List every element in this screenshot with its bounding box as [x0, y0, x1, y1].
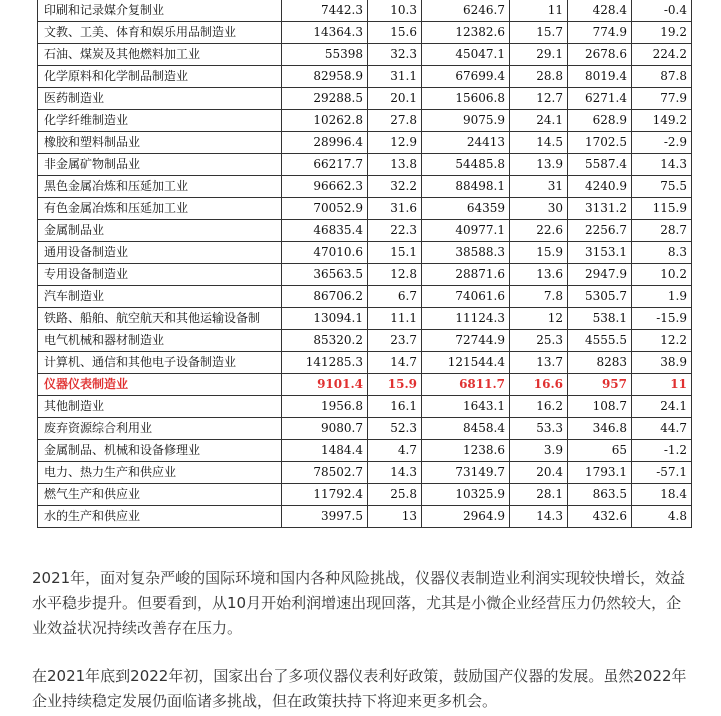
value-cell-c3: 1643.1 — [422, 396, 510, 418]
table-row — [38, 264, 692, 286]
value-cell-c6: 12.2 — [632, 330, 692, 352]
value-cell-c5: 628.9 — [568, 110, 632, 132]
industry-name-cell: 文教、工美、体育和娱乐用品制造业 — [38, 22, 282, 44]
value-cell-c6: 77.9 — [632, 88, 692, 110]
industry-name-cell: 通用设备制造业 — [38, 242, 282, 264]
value-cell-c2: 31.6 — [368, 198, 422, 220]
table-row — [38, 308, 692, 330]
value-cell-c1: 9101.4 — [282, 374, 368, 396]
value-cell-c1: 7442.3 — [282, 0, 368, 22]
value-cell-c6: 224.2 — [632, 44, 692, 66]
table-row — [38, 198, 692, 220]
value-cell-c2: 27.8 — [368, 110, 422, 132]
industry-name-cell: 化学原料和化学制品制造业 — [38, 66, 282, 88]
value-cell-c6: 115.9 — [632, 198, 692, 220]
value-cell-c3: 40977.1 — [422, 220, 510, 242]
value-cell-c6: 4.8 — [632, 506, 692, 528]
value-cell-c4: 3.9 — [510, 440, 568, 462]
value-cell-c1: 11792.4 — [282, 484, 368, 506]
table-row — [38, 66, 692, 88]
value-cell-c2: 25.8 — [368, 484, 422, 506]
value-cell-c2: 14.7 — [368, 352, 422, 374]
value-cell-c2: 22.3 — [368, 220, 422, 242]
value-cell-c3: 67699.4 — [422, 66, 510, 88]
value-cell-c5: 5587.4 — [568, 154, 632, 176]
table-row — [38, 242, 692, 264]
table-row — [38, 440, 692, 462]
value-cell-c6: 10.2 — [632, 264, 692, 286]
analysis-paragraph-1: 2021年，面对复杂严峻的国际环境和国内各种风险挑战，仪器仪表制造业利润实现较快增长，效益水平稳步提升。但要看到，从10月开始利润增速出现回落，尤其是小微企业经营压力仍然较大，企业效益状况持续改善存在压力。 — [32, 569, 686, 637]
analysis-paragraph-2: 在2021年底到2022年初，国家出台了多项仪器仪表利好政策，鼓励国产仪器的发展。虽然2022年企业持续稳定发展仍面临诸多挑战，但在政策扶持下将迎来更多机会。 — [32, 667, 687, 710]
value-cell-c1: 82958.9 — [282, 66, 368, 88]
value-cell-c3: 88498.1 — [422, 176, 510, 198]
table-row — [38, 132, 692, 154]
value-cell-c2: 6.7 — [368, 286, 422, 308]
industry-name-cell: 专用设备制造业 — [38, 264, 282, 286]
value-cell-c5: 428.4 — [568, 0, 632, 22]
industry-data-table-wrapper — [37, 0, 691, 528]
value-cell-c2: 31.1 — [368, 66, 422, 88]
value-cell-c4: 24.1 — [510, 110, 568, 132]
value-cell-c6: 149.2 — [632, 110, 692, 132]
value-cell-c4: 29.1 — [510, 44, 568, 66]
value-cell-c6: -57.1 — [632, 462, 692, 484]
table-row — [38, 396, 692, 418]
value-cell-c3: 11124.3 — [422, 308, 510, 330]
industry-name-cell: 电气机械和器材制造业 — [38, 330, 282, 352]
value-cell-c1: 70052.9 — [282, 198, 368, 220]
value-cell-c4: 7.8 — [510, 286, 568, 308]
value-cell-c4: 25.3 — [510, 330, 568, 352]
value-cell-c3: 72744.9 — [422, 330, 510, 352]
value-cell-c2: 23.7 — [368, 330, 422, 352]
value-cell-c2: 10.3 — [368, 0, 422, 22]
value-cell-c6: 18.4 — [632, 484, 692, 506]
value-cell-c5: 8283 — [568, 352, 632, 374]
value-cell-c1: 85320.2 — [282, 330, 368, 352]
value-cell-c1: 13094.1 — [282, 308, 368, 330]
industry-name-cell: 其他制造业 — [38, 396, 282, 418]
value-cell-c6: -0.4 — [632, 0, 692, 22]
value-cell-c4: 15.9 — [510, 242, 568, 264]
value-cell-c3: 2964.9 — [422, 506, 510, 528]
industry-name-cell: 黑色金属冶炼和压延加工业 — [38, 176, 282, 198]
value-cell-c2: 15.6 — [368, 22, 422, 44]
value-cell-c4: 14.5 — [510, 132, 568, 154]
value-cell-c5: 3153.1 — [568, 242, 632, 264]
value-cell-c6: 11 — [632, 374, 692, 396]
value-cell-c5: 5305.7 — [568, 286, 632, 308]
value-cell-c2: 52.3 — [368, 418, 422, 440]
value-cell-c3: 8458.4 — [422, 418, 510, 440]
table-row — [38, 286, 692, 308]
industry-name-cell: 铁路、船舶、航空航天和其他运输设备制 — [38, 308, 282, 330]
value-cell-c1: 3997.5 — [282, 506, 368, 528]
table-row — [38, 110, 692, 132]
value-cell-c2: 32.2 — [368, 176, 422, 198]
value-cell-c3: 64359 — [422, 198, 510, 220]
industry-name-cell: 水的生产和供应业 — [38, 506, 282, 528]
value-cell-c2: 16.1 — [368, 396, 422, 418]
value-cell-c4: 28.8 — [510, 66, 568, 88]
value-cell-c4: 13.7 — [510, 352, 568, 374]
value-cell-c1: 36563.5 — [282, 264, 368, 286]
value-cell-c4: 53.3 — [510, 418, 568, 440]
value-cell-c1: 86706.2 — [282, 286, 368, 308]
value-cell-c5: 538.1 — [568, 308, 632, 330]
table-row — [38, 418, 692, 440]
table-row — [38, 44, 692, 66]
value-cell-c6: 87.8 — [632, 66, 692, 88]
industry-name-cell: 仪器仪表制造业 — [38, 374, 282, 396]
industry-name-cell: 化学纤维制造业 — [38, 110, 282, 132]
value-cell-c1: 46835.4 — [282, 220, 368, 242]
value-cell-c4: 16.6 — [510, 374, 568, 396]
industry-name-cell: 橡胶和塑料制品业 — [38, 132, 282, 154]
table-row — [38, 220, 692, 242]
industry-name-cell: 非金属矿物制品业 — [38, 154, 282, 176]
value-cell-c1: 1956.8 — [282, 396, 368, 418]
industry-name-cell: 有色金属冶炼和压延加工业 — [38, 198, 282, 220]
value-cell-c5: 2256.7 — [568, 220, 632, 242]
value-cell-c3: 12382.6 — [422, 22, 510, 44]
value-cell-c4: 12 — [510, 308, 568, 330]
table-row — [38, 462, 692, 484]
value-cell-c3: 1238.6 — [422, 440, 510, 462]
value-cell-c4: 13.9 — [510, 154, 568, 176]
table-row-highlighted — [38, 374, 692, 396]
industry-name-cell: 计算机、通信和其他电子设备制造业 — [38, 352, 282, 374]
table-row — [38, 352, 692, 374]
value-cell-c1: 28996.4 — [282, 132, 368, 154]
value-cell-c5: 2678.6 — [568, 44, 632, 66]
value-cell-c3: 45047.1 — [422, 44, 510, 66]
industry-name-cell: 燃气生产和供应业 — [38, 484, 282, 506]
table-row — [38, 330, 692, 352]
value-cell-c5: 4240.9 — [568, 176, 632, 198]
value-cell-c2: 14.3 — [368, 462, 422, 484]
value-cell-c3: 9075.9 — [422, 110, 510, 132]
value-cell-c4: 20.4 — [510, 462, 568, 484]
value-cell-c2: 12.9 — [368, 132, 422, 154]
value-cell-c6: 28.7 — [632, 220, 692, 242]
value-cell-c2: 4.7 — [368, 440, 422, 462]
value-cell-c5: 1702.5 — [568, 132, 632, 154]
value-cell-c1: 9080.7 — [282, 418, 368, 440]
value-cell-c2: 15.9 — [368, 374, 422, 396]
value-cell-c6: -2.9 — [632, 132, 692, 154]
value-cell-c4: 30 — [510, 198, 568, 220]
value-cell-c3: 6246.7 — [422, 0, 510, 22]
table-row — [38, 506, 692, 528]
value-cell-c2: 20.1 — [368, 88, 422, 110]
industry-data-table — [37, 0, 692, 528]
value-cell-c3: 15606.8 — [422, 88, 510, 110]
value-cell-c5: 2947.9 — [568, 264, 632, 286]
value-cell-c3: 73149.7 — [422, 462, 510, 484]
industry-name-cell: 汽车制造业 — [38, 286, 282, 308]
value-cell-c6: 75.5 — [632, 176, 692, 198]
table-row — [38, 0, 692, 22]
value-cell-c3: 54485.8 — [422, 154, 510, 176]
value-cell-c1: 141285.3 — [282, 352, 368, 374]
industry-name-cell: 金属制品业 — [38, 220, 282, 242]
value-cell-c1: 14364.3 — [282, 22, 368, 44]
value-cell-c3: 6811.7 — [422, 374, 510, 396]
value-cell-c4: 12.7 — [510, 88, 568, 110]
value-cell-c2: 12.8 — [368, 264, 422, 286]
value-cell-c3: 121544.4 — [422, 352, 510, 374]
industry-name-cell: 废弃资源综合利用业 — [38, 418, 282, 440]
value-cell-c6: 8.3 — [632, 242, 692, 264]
value-cell-c4: 11 — [510, 0, 568, 22]
value-cell-c5: 3131.2 — [568, 198, 632, 220]
value-cell-c5: 8019.4 — [568, 66, 632, 88]
value-cell-c5: 774.9 — [568, 22, 632, 44]
value-cell-c6: 19.2 — [632, 22, 692, 44]
value-cell-c5: 6271.4 — [568, 88, 632, 110]
value-cell-c2: 32.3 — [368, 44, 422, 66]
value-cell-c6: 44.7 — [632, 418, 692, 440]
value-cell-c4: 16.2 — [510, 396, 568, 418]
value-cell-c1: 66217.7 — [282, 154, 368, 176]
value-cell-c1: 29288.5 — [282, 88, 368, 110]
value-cell-c3: 10325.9 — [422, 484, 510, 506]
value-cell-c6: -1.2 — [632, 440, 692, 462]
value-cell-c1: 1484.4 — [282, 440, 368, 462]
value-cell-c5: 957 — [568, 374, 632, 396]
table-row — [38, 484, 692, 506]
value-cell-c5: 1793.1 — [568, 462, 632, 484]
value-cell-c6: 1.9 — [632, 286, 692, 308]
value-cell-c5: 432.6 — [568, 506, 632, 528]
value-cell-c4: 14.3 — [510, 506, 568, 528]
table-body — [38, 0, 692, 528]
value-cell-c5: 65 — [568, 440, 632, 462]
value-cell-c5: 346.8 — [568, 418, 632, 440]
industry-name-cell: 医药制造业 — [38, 88, 282, 110]
value-cell-c1: 96662.3 — [282, 176, 368, 198]
value-cell-c3: 28871.6 — [422, 264, 510, 286]
table-row — [38, 22, 692, 44]
table-row — [38, 154, 692, 176]
value-cell-c6: 38.9 — [632, 352, 692, 374]
industry-name-cell: 印刷和记录媒介复制业 — [38, 0, 282, 22]
value-cell-c3: 38588.3 — [422, 242, 510, 264]
value-cell-c4: 31 — [510, 176, 568, 198]
value-cell-c4: 13.6 — [510, 264, 568, 286]
industry-name-cell: 金属制品、机械和设备修理业 — [38, 440, 282, 462]
industry-name-cell: 电力、热力生产和供应业 — [38, 462, 282, 484]
value-cell-c1: 47010.6 — [282, 242, 368, 264]
value-cell-c4: 22.6 — [510, 220, 568, 242]
value-cell-c2: 13 — [368, 506, 422, 528]
table-row — [38, 176, 692, 198]
value-cell-c5: 4555.5 — [568, 330, 632, 352]
table-row — [38, 88, 692, 110]
value-cell-c5: 108.7 — [568, 396, 632, 418]
value-cell-c1: 78502.7 — [282, 462, 368, 484]
value-cell-c2: 11.1 — [368, 308, 422, 330]
value-cell-c4: 28.1 — [510, 484, 568, 506]
value-cell-c1: 10262.8 — [282, 110, 368, 132]
value-cell-c4: 15.7 — [510, 22, 568, 44]
industry-name-cell: 石油、煤炭及其他燃料加工业 — [38, 44, 282, 66]
value-cell-c5: 863.5 — [568, 484, 632, 506]
value-cell-c2: 13.8 — [368, 154, 422, 176]
value-cell-c3: 24413 — [422, 132, 510, 154]
value-cell-c6: 24.1 — [632, 396, 692, 418]
value-cell-c2: 15.1 — [368, 242, 422, 264]
value-cell-c6: 14.3 — [632, 154, 692, 176]
value-cell-c3: 74061.6 — [422, 286, 510, 308]
value-cell-c6: -15.9 — [632, 308, 692, 330]
value-cell-c1: 55398 — [282, 44, 368, 66]
